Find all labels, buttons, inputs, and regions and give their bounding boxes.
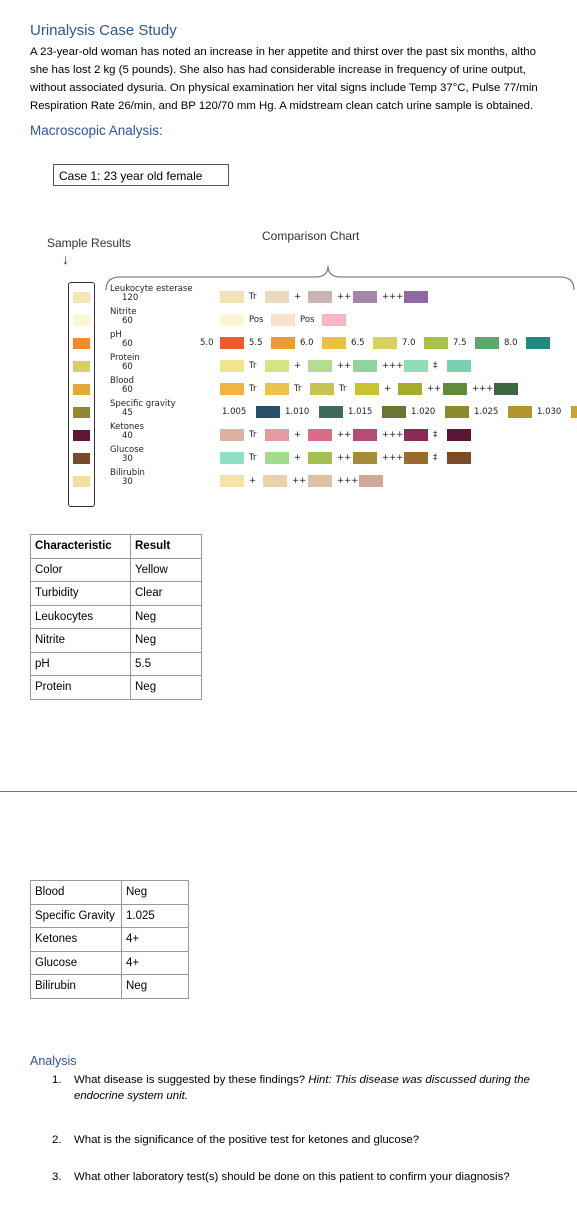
comparison-chart-label: Comparison Chart bbox=[262, 229, 360, 243]
chart-value-label: 6.0 bbox=[300, 338, 314, 348]
chart-value-label: +++ bbox=[382, 453, 404, 463]
result-cell: Neg bbox=[131, 605, 202, 629]
test-time: 60 bbox=[122, 316, 133, 326]
color-chip bbox=[256, 406, 280, 418]
chart-value-label: ‡ bbox=[433, 430, 438, 440]
result-cell: Neg bbox=[122, 975, 189, 999]
table-row bbox=[31, 582, 202, 606]
chart-value-label: ‡ bbox=[433, 361, 438, 371]
chart-value-label: + bbox=[294, 430, 302, 440]
color-chip bbox=[220, 452, 244, 464]
color-chip bbox=[353, 291, 377, 303]
test-time: 45 bbox=[122, 408, 133, 418]
color-chip bbox=[398, 383, 422, 395]
color-chip bbox=[220, 291, 244, 303]
question-hint-cont: endocrine system unit. bbox=[74, 1090, 188, 1102]
color-chip bbox=[265, 429, 289, 441]
test-name: Protein bbox=[110, 353, 140, 363]
header-result: Result bbox=[131, 535, 202, 559]
question-text: What other laboratory test(s) should be done on this patient to confirm your diagnosis? bbox=[74, 1171, 510, 1183]
results-table-1 bbox=[30, 534, 202, 700]
color-chip bbox=[220, 383, 244, 395]
color-chip bbox=[494, 383, 518, 395]
chart-value-label: ‡ bbox=[433, 453, 438, 463]
analysis-heading: Analysis bbox=[30, 1054, 77, 1068]
color-chip bbox=[359, 475, 383, 487]
test-time: 60 bbox=[122, 385, 133, 395]
color-chip bbox=[271, 337, 295, 349]
header-characteristic: Characteristic bbox=[31, 535, 131, 559]
characteristic-cell: Specific Gravity bbox=[31, 904, 122, 928]
characteristic-cell: pH bbox=[31, 652, 131, 676]
color-chip bbox=[508, 406, 532, 418]
chart-value-label: Pos bbox=[249, 315, 264, 325]
test-name: Specific gravity bbox=[110, 399, 176, 409]
table-row bbox=[31, 652, 202, 676]
table-row bbox=[31, 676, 202, 700]
case-paragraph bbox=[30, 43, 577, 115]
color-chip bbox=[475, 337, 499, 349]
color-chip bbox=[571, 406, 577, 418]
chart-value-label: 1.005 bbox=[222, 407, 247, 417]
table-row bbox=[31, 975, 189, 999]
chart-value-label: Tr bbox=[249, 384, 257, 394]
color-chip bbox=[322, 314, 346, 326]
characteristic-cell: Protein bbox=[31, 676, 131, 700]
chart-value-label: ++ bbox=[427, 384, 442, 394]
question-number: 3. bbox=[52, 1171, 62, 1183]
page-separator bbox=[0, 791, 577, 792]
characteristic-cell: Ketones bbox=[31, 928, 122, 952]
color-chip bbox=[355, 383, 379, 395]
chart-value-label: +++ bbox=[382, 430, 404, 440]
chart-value-label: 5.0 bbox=[200, 338, 214, 348]
case-label-box: Case 1: 23 year old female bbox=[53, 164, 229, 186]
color-chip bbox=[265, 452, 289, 464]
paragraph-line: A 23-year-old woman has noted an increase in her appetite and thirst over the past six months, altho bbox=[30, 46, 536, 58]
color-chip bbox=[220, 314, 244, 326]
characteristic-cell: Nitrite bbox=[31, 629, 131, 653]
chart-value-label: +++ bbox=[382, 361, 404, 371]
characteristic-cell: Glucose bbox=[31, 951, 122, 975]
chart-value-label: Tr bbox=[294, 384, 302, 394]
strip-pad bbox=[73, 430, 90, 441]
chart-value-label: 1.020 bbox=[411, 407, 436, 417]
paragraph-line: she has lost 2 kg (5 pounds). She also has had considerable increase in frequency of urine output, bbox=[30, 64, 526, 76]
chart-value-label: +++ bbox=[472, 384, 494, 394]
chart-value-label: Tr bbox=[249, 361, 257, 371]
color-chip bbox=[220, 337, 244, 349]
result-cell: Neg bbox=[131, 629, 202, 653]
table-row bbox=[31, 629, 202, 653]
color-chip bbox=[404, 360, 428, 372]
question-2 bbox=[52, 1132, 572, 1150]
color-chip bbox=[220, 360, 244, 372]
results-table-2 bbox=[30, 880, 189, 999]
chart-value-label: +++ bbox=[337, 476, 359, 486]
strip-pad bbox=[73, 407, 90, 418]
result-cell: Clear bbox=[131, 582, 202, 606]
chart-value-label: 8.0 bbox=[504, 338, 518, 348]
chart-value-label: + bbox=[294, 361, 302, 371]
color-chip bbox=[353, 452, 377, 464]
color-chip bbox=[308, 452, 332, 464]
color-chip bbox=[308, 360, 332, 372]
question-number: 2. bbox=[52, 1134, 62, 1146]
result-cell: Neg bbox=[131, 676, 202, 700]
characteristic-cell: Turbidity bbox=[31, 582, 131, 606]
characteristic-cell: Blood bbox=[31, 881, 122, 905]
color-chip bbox=[308, 429, 332, 441]
color-chip bbox=[447, 360, 471, 372]
question-hint: Hint: This disease was discussed during the bbox=[308, 1074, 530, 1086]
chart-value-label: 1.030 bbox=[537, 407, 562, 417]
table-row bbox=[31, 881, 189, 905]
color-chip bbox=[265, 383, 289, 395]
color-chip bbox=[447, 452, 471, 464]
chart-value-label: 1.025 bbox=[474, 407, 499, 417]
strip-pad bbox=[73, 315, 90, 326]
down-arrow-icon: ↓ bbox=[62, 251, 69, 267]
result-cell: 4+ bbox=[122, 928, 189, 952]
strip-pad bbox=[73, 476, 90, 487]
test-time: 40 bbox=[122, 431, 133, 441]
color-chip bbox=[447, 429, 471, 441]
question-text: What disease is suggested by these findings? bbox=[74, 1074, 309, 1086]
color-chip bbox=[382, 406, 406, 418]
strip-pad bbox=[73, 361, 90, 372]
test-name: Glucose bbox=[110, 445, 144, 455]
result-cell: Neg bbox=[122, 881, 189, 905]
result-cell: 1.025 bbox=[122, 904, 189, 928]
chart-value-label: ++ bbox=[337, 292, 352, 302]
color-chip bbox=[265, 360, 289, 372]
color-chip bbox=[220, 475, 244, 487]
color-chip bbox=[319, 406, 343, 418]
table-row bbox=[31, 605, 202, 629]
chart-value-label: ++ bbox=[292, 476, 307, 486]
test-time: 60 bbox=[122, 339, 133, 349]
color-chip bbox=[271, 314, 295, 326]
question-1 bbox=[52, 1072, 572, 1106]
table-header-row bbox=[31, 535, 202, 559]
color-chip bbox=[308, 475, 332, 487]
question-number: 1. bbox=[52, 1074, 62, 1086]
result-cell: Yellow bbox=[131, 558, 202, 582]
question-3 bbox=[52, 1169, 572, 1187]
result-cell: 5.5 bbox=[131, 652, 202, 676]
paragraph-line: without associated dysuria. On physical examination her vital signs include Temp 37°C, Pulse 77/min bbox=[30, 82, 538, 94]
chart-value-label: 7.0 bbox=[402, 338, 416, 348]
test-name: pH bbox=[110, 330, 122, 340]
chart-value-label: ++ bbox=[337, 361, 352, 371]
color-chip bbox=[353, 429, 377, 441]
color-chip bbox=[526, 337, 550, 349]
chart-value-label: Tr bbox=[249, 430, 257, 440]
test-time: 30 bbox=[122, 454, 133, 464]
chart-value-label: Pos bbox=[300, 315, 315, 325]
color-chip bbox=[220, 429, 244, 441]
chart-value-label: 1.015 bbox=[348, 407, 373, 417]
table-row bbox=[31, 904, 189, 928]
chart-value-label: + bbox=[384, 384, 392, 394]
sample-results-label: Sample Results bbox=[47, 236, 132, 250]
color-chip bbox=[445, 406, 469, 418]
color-chip bbox=[265, 291, 289, 303]
test-time: 30 bbox=[122, 477, 133, 487]
color-chip bbox=[373, 337, 397, 349]
table-row bbox=[31, 928, 189, 952]
chart-value-label: +++ bbox=[382, 292, 404, 302]
chart-value-label: ++ bbox=[337, 453, 352, 463]
chart-value-label: Tr bbox=[249, 292, 257, 302]
result-cell: 4+ bbox=[122, 951, 189, 975]
strip-pad bbox=[73, 453, 90, 464]
test-name: Bilirubin bbox=[110, 468, 145, 478]
color-chip bbox=[263, 475, 287, 487]
test-time: 120 bbox=[122, 293, 139, 303]
color-chip bbox=[404, 291, 428, 303]
strip-pad bbox=[73, 384, 90, 395]
question-text: What is the significance of the positive test for ketones and glucose? bbox=[74, 1134, 420, 1146]
test-name: Blood bbox=[110, 376, 134, 386]
chart-value-label: 5.5 bbox=[249, 338, 263, 348]
chart-value-label: 1.010 bbox=[285, 407, 310, 417]
chart-value-label: + bbox=[294, 292, 302, 302]
color-chip bbox=[404, 452, 428, 464]
chart-value-label: Tr bbox=[249, 453, 257, 463]
color-chip bbox=[443, 383, 467, 395]
characteristic-cell: Leukocytes bbox=[31, 605, 131, 629]
paragraph-line: Respiration Rate 26/min, and BP 120/70 mm Hg. A midstream clean catch urine sample is obtained. bbox=[30, 100, 534, 112]
strip-pad bbox=[73, 292, 90, 303]
chart-value-label: 6.5 bbox=[351, 338, 365, 348]
color-chip bbox=[353, 360, 377, 372]
strip-pad bbox=[73, 338, 90, 349]
characteristic-cell: Color bbox=[31, 558, 131, 582]
color-chip bbox=[310, 383, 334, 395]
color-chip bbox=[322, 337, 346, 349]
test-name: Ketones bbox=[110, 422, 144, 432]
color-chip bbox=[404, 429, 428, 441]
test-name: Leukocyte esterase bbox=[110, 284, 193, 294]
test-time: 60 bbox=[122, 362, 133, 372]
color-chip bbox=[308, 291, 332, 303]
chart-value-label: + bbox=[294, 453, 302, 463]
chart-value-label: 7.5 bbox=[453, 338, 467, 348]
color-chip bbox=[424, 337, 448, 349]
page-title: Urinalysis Case Study bbox=[30, 22, 177, 39]
macroscopic-heading: Macroscopic Analysis: bbox=[30, 123, 163, 138]
table-row bbox=[31, 951, 189, 975]
chart-value-label: Tr bbox=[339, 384, 347, 394]
test-name: Nitrite bbox=[110, 307, 137, 317]
table-row bbox=[31, 558, 202, 582]
chart-value-label: + bbox=[249, 476, 257, 486]
characteristic-cell: Bilirubin bbox=[31, 975, 122, 999]
chart-value-label: ++ bbox=[337, 430, 352, 440]
